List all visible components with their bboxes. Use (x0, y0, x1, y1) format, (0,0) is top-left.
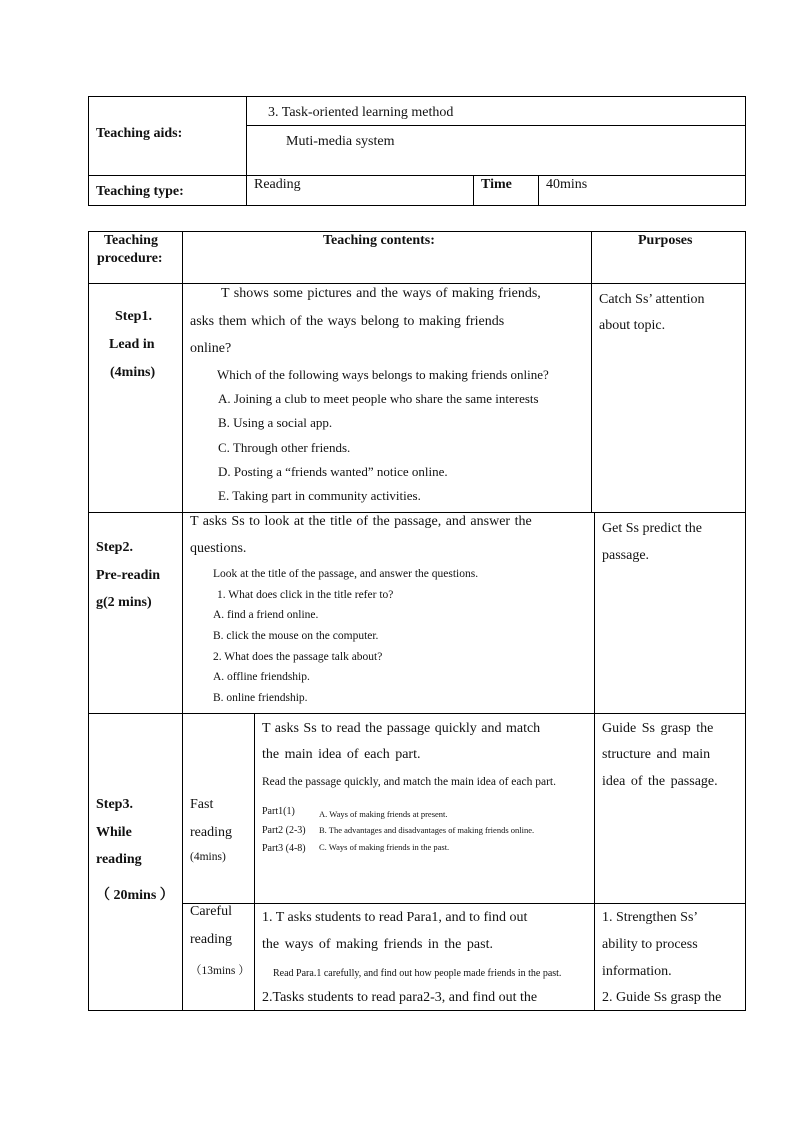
header-purposes: Purposes (638, 233, 693, 248)
header-contents: Teaching contents: (323, 233, 435, 248)
step1-question: Which of the following ways belongs to making friends online? (217, 367, 549, 382)
step2-sub-line: B. click the mouse on the computer. (213, 630, 379, 642)
fast-part-2: Part2 (2-3) (262, 825, 306, 836)
fast-purpose-3: idea of the passage. (602, 774, 718, 789)
step2-sub-line: A. find a friend online. (213, 609, 319, 621)
step1-label-2: Lead in (109, 337, 155, 352)
step1-option-e: E. Taking part in community activities. (218, 488, 421, 503)
aids-value: Muti-media system (286, 134, 395, 149)
step2-sub-line: B. online friendship. (213, 692, 308, 704)
step2-line-1: T asks Ss to look at the title of the passage, and answer the (190, 514, 532, 529)
fast-label-1: Fast (190, 797, 214, 812)
step3-label-4: （ 20mins ） (96, 888, 174, 903)
header-procedure-1: Teaching (104, 233, 158, 248)
fast-idea-a: A. Ways of making friends at present. (319, 809, 448, 819)
time-value: 40mins (546, 177, 588, 192)
time-label: Time (481, 177, 512, 192)
type-value: Reading (254, 177, 301, 192)
step1-option-c: C. Through other friends. (218, 440, 351, 455)
fast-label-3: (4mins) (190, 851, 226, 863)
step2-purpose-2: passage. (602, 548, 650, 563)
step1-option-d: D. Posting a “friends wanted” notice online. (218, 464, 448, 479)
header-procedure-2: procedure: (97, 251, 163, 266)
careful-label-2: reading (190, 932, 232, 947)
aids-label: Teaching aids: (96, 126, 183, 141)
fast-part-3: Part3 (4-8) (262, 843, 306, 854)
step3-label-1: Step3. (96, 797, 133, 812)
step2-sub-line: A. offline friendship. (213, 671, 310, 683)
step1-option-b: B. Using a social app. (218, 415, 333, 430)
step2-label-3: g(2 mins) (96, 595, 152, 610)
fast-line-1: T asks Ss to read the passage quickly and match (262, 721, 541, 736)
step1-purpose-2: about topic. (599, 318, 666, 333)
careful-purpose-4: 2. Guide Ss grasp the (602, 990, 722, 1005)
careful-line-3: 2.Tasks students to read para2-3, and find out the (262, 990, 538, 1005)
step2-purpose-1: Get Ss predict the (602, 521, 702, 536)
careful-instruction: Read Para.1 carefully, and find out how people made friends in the past. (273, 968, 562, 979)
fast-line-2: the main idea of each part. (262, 747, 421, 762)
step3-label-2: While (96, 825, 132, 840)
step1-line-3: online? (190, 341, 232, 356)
step2-line-2: questions. (190, 541, 247, 556)
step2-sub-line: 1. What does click in the title refer to? (217, 589, 394, 601)
step2-sub-line: Look at the title of the passage, and answer the questions. (213, 568, 479, 580)
step2-sub-line: 2. What does the passage talk about? (213, 651, 383, 663)
type-label: Teaching type: (96, 184, 184, 199)
fast-idea-c: C. Ways of making friends in the past. (319, 842, 450, 852)
careful-purpose-3: information. (602, 964, 672, 979)
step1-purpose-1: Catch Ss’ attention (599, 292, 705, 307)
careful-line-1: 1. T asks students to read Para1, and to find out (262, 910, 528, 925)
step2-label-2: Pre-readin (96, 568, 161, 583)
fast-part-1: Part1(1) (262, 806, 295, 817)
careful-purpose-2: ability to process (602, 937, 698, 952)
step1-label-3: (4mins) (110, 365, 156, 380)
careful-label-1: Careful (190, 904, 232, 919)
step1-label-1: Step1. (115, 309, 152, 324)
fast-purpose-2: structure and main (602, 747, 711, 762)
step2-label-1: Step2. (96, 540, 133, 555)
step3-label-3: reading (96, 852, 142, 867)
fast-instruction: Read the passage quickly, and match the main idea of each part. (262, 776, 556, 788)
fast-label-2: reading (190, 825, 232, 840)
step1-option-a: A. Joining a club to meet people who share the same interests (218, 391, 539, 406)
fast-purpose-1: Guide Ss grasp the (602, 721, 714, 736)
fast-idea-b: B. The advantages and disadvantages of making friends online. (319, 825, 535, 835)
careful-purpose-1: 1. Strengthen Ss’ (602, 910, 699, 925)
careful-label-3: （13mins ） (190, 965, 250, 977)
careful-line-2: the ways of making friends in the past. (262, 937, 493, 952)
step1-line-1: T shows some pictures and the ways of making friends, (221, 286, 541, 301)
step1-line-2: asks them which of the ways belong to making friends (190, 314, 505, 329)
method-line: 3. Task-oriented learning method (268, 105, 454, 120)
